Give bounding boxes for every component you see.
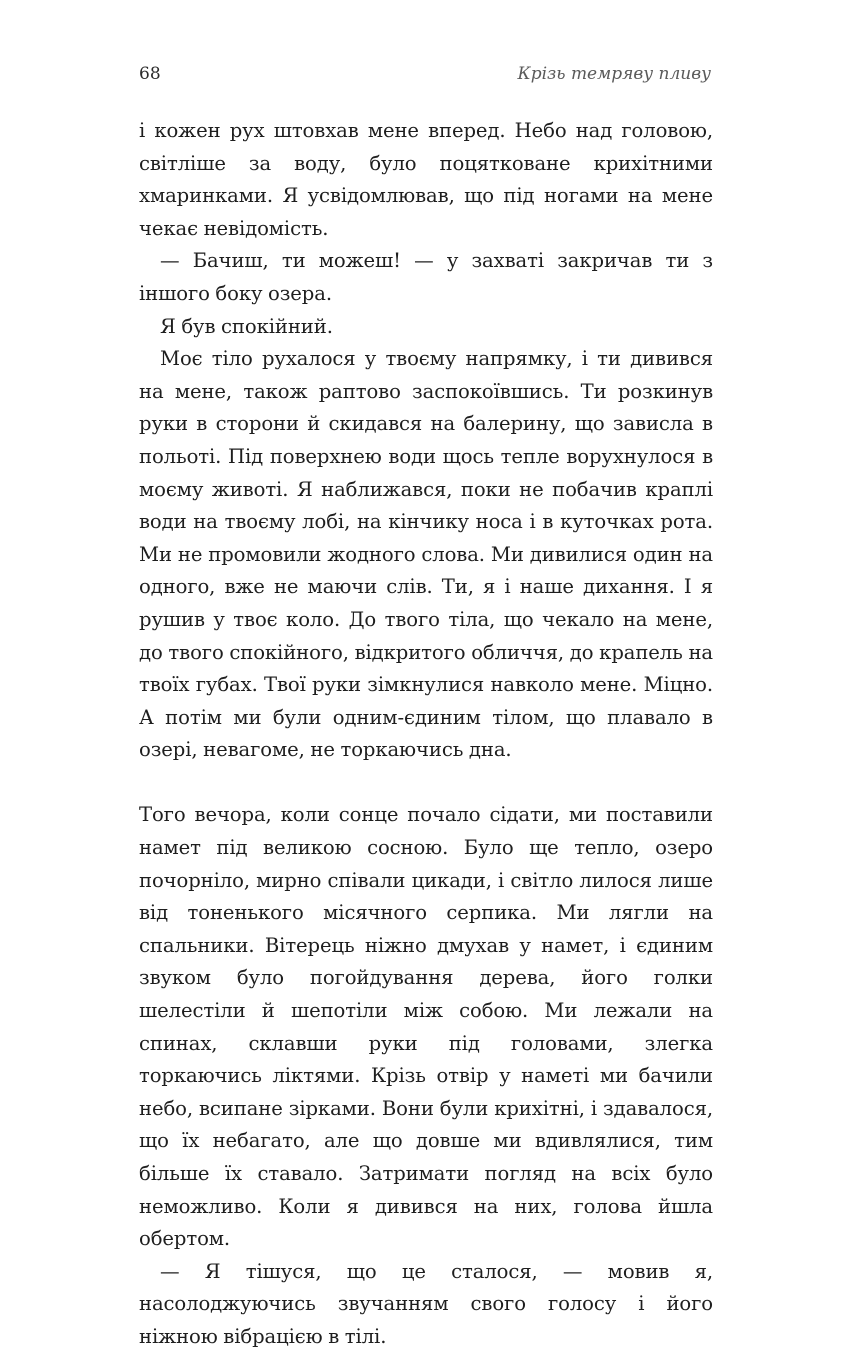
page-body-text	[139, 115, 713, 1354]
paragraph: — Я тішуся, що це сталося, — мовив я, насолоджуючись звучанням свого голосу і його ніжною вібрацією в тілі.	[139, 1259, 713, 1348]
paragraph: і кожен рух штовхав мене вперед. Небо над головою, світліше за воду, було поцятковане крихітними хмаринками. Я усвідомлював, що під ногами на мене чекає невідомість.	[139, 119, 713, 240]
page-number: 68	[139, 64, 161, 84]
paragraph: — Бачиш, ти можеш! — у захваті закричав ти з іншого боку озера.	[139, 249, 713, 305]
paragraph: Того вечора, коли сонце почало сідати, ми поставили намет під великою сосною. Було ще тепло, озеро почорніло, мирно співали цикади, і світло лилося лише від тоненького місячного серпика. Ми лягли на спальники. Вітерець ніжно дмухав у намет, і єдиним звуком було погойдування дерева, його голки шелестіли й шепотіли між собою. Ми лежали на спинах, склавши руки під головами, злегка торкаючись ліктями. Крізь отвір у наметі ми бачили небо, всипане зірками. Вони були крихітні, і здавалося, що їх небагато, але що довше ми вдивлялися, тим більше їх ставало. Затримати погляд на всіх було неможливо. Коли я дивився на них, голова йшла обертом.	[139, 803, 713, 1251]
paragraph: Моє тіло рухалося у твоєму напрямку, і ти дивився на мене, також раптово заспокоївшись. Ти розкинув руки в сторони й скидався на балерину, що зависла в польоті. Під поверхнею води щось тепле ворухнулося в моєму животі. Я наближався, поки не побачив краплі води на твоєму лобі, на кінчику носа і в куточках рота. Ми не промовили жодного слова. Ми дивилися один на одного, вже не маючи слів. Ти, я і наше дихання. І я рушив у твоє коло. До твого тіла, що чекало на мене, до твого спокійного, відкритого обличчя, до крапель на твоїх губах. Твої руки зімкнулися навколо мене. Міцно. А потім ми були одним-єдиним тілом, що плавало в озері, невагоме, не торкаючись дна.	[139, 347, 713, 762]
page-header	[139, 64, 711, 94]
running-title: Крізь темряву пливу	[517, 64, 711, 84]
paragraph: Я був спокійний.	[160, 314, 333, 338]
